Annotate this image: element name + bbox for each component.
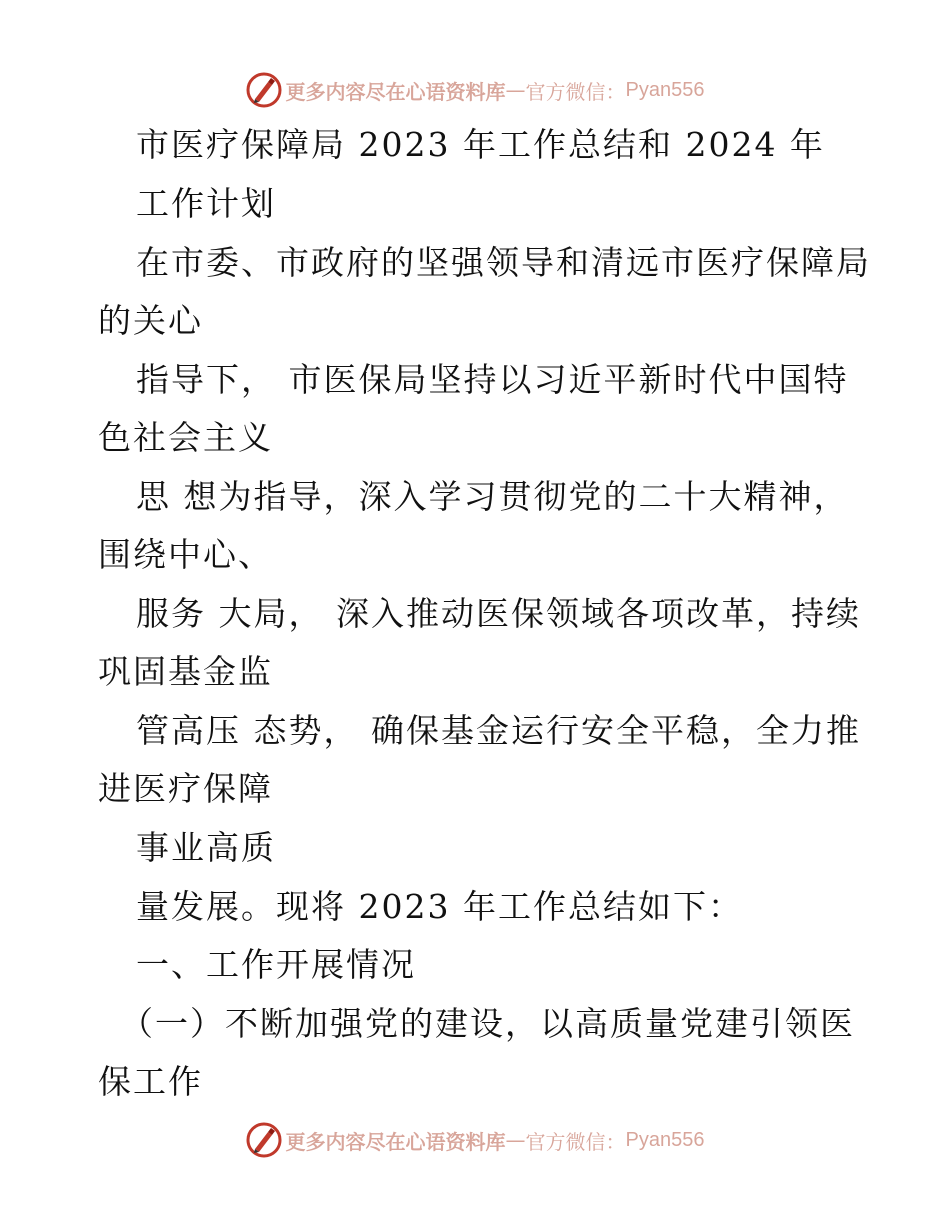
watermark-wechat-label: 官方微信： bbox=[525, 1129, 626, 1154]
watermark-banner-top bbox=[0, 70, 950, 110]
doc-title-line-1: 市医疗保障局 2023 年工作总结和 2024 年 bbox=[136, 125, 825, 164]
doc-paragraph-line: 指导下， 市医保局坚持以习近平新时代中国特 bbox=[136, 360, 849, 399]
pen-logo-icon bbox=[246, 1122, 282, 1158]
watermark-dash: — bbox=[505, 78, 526, 102]
doc-paragraph-line: 的关心 bbox=[98, 301, 203, 340]
watermark-text: 更多内容尽在心语资料库 bbox=[285, 79, 506, 104]
watermark-text: 更多内容尽在心语资料库 bbox=[285, 1129, 506, 1154]
doc-subsection-heading-cont: 保工作 bbox=[98, 1062, 203, 1101]
doc-paragraph-line: 管高压 态势， 确保基金运行安全平稳，全力推 bbox=[136, 711, 861, 750]
pen-logo-icon bbox=[246, 72, 282, 108]
doc-paragraph-line: 围绕中心、 bbox=[98, 535, 273, 574]
doc-paragraph-line: 服务 大局， 深入推动医保领域各项改革，持续 bbox=[136, 594, 861, 633]
doc-section-heading: 一、工作开展情况 bbox=[136, 945, 416, 984]
doc-paragraph-line: 色社会主义 bbox=[98, 418, 273, 457]
doc-paragraph-line: 在市委、市政府的坚强领导和清远市医疗保障局 bbox=[136, 243, 871, 282]
doc-subsection-heading: （一）不断加强党的建设，以高质量党建引领医 bbox=[120, 1004, 855, 1043]
doc-paragraph-line: 事业高质 bbox=[136, 828, 276, 867]
watermark-wechat-id: Pyan556 bbox=[625, 1128, 705, 1151]
watermark-dash: — bbox=[505, 1128, 526, 1152]
watermark-wechat-label: 官方微信： bbox=[525, 79, 626, 104]
doc-paragraph-line: 思 想为指导，深入学习贯彻党的二十大精神， bbox=[136, 477, 849, 516]
watermark-wechat-id: Pyan556 bbox=[625, 78, 705, 101]
doc-paragraph-line: 进医疗保障 bbox=[98, 769, 273, 808]
watermark-banner-bottom bbox=[0, 1120, 950, 1160]
doc-title-line-2: 工作计划 bbox=[136, 184, 276, 223]
doc-paragraph-line: 巩固基金监 bbox=[98, 652, 273, 691]
doc-paragraph-line: 量发展。现将 2023 年工作总结如下： bbox=[136, 887, 743, 926]
